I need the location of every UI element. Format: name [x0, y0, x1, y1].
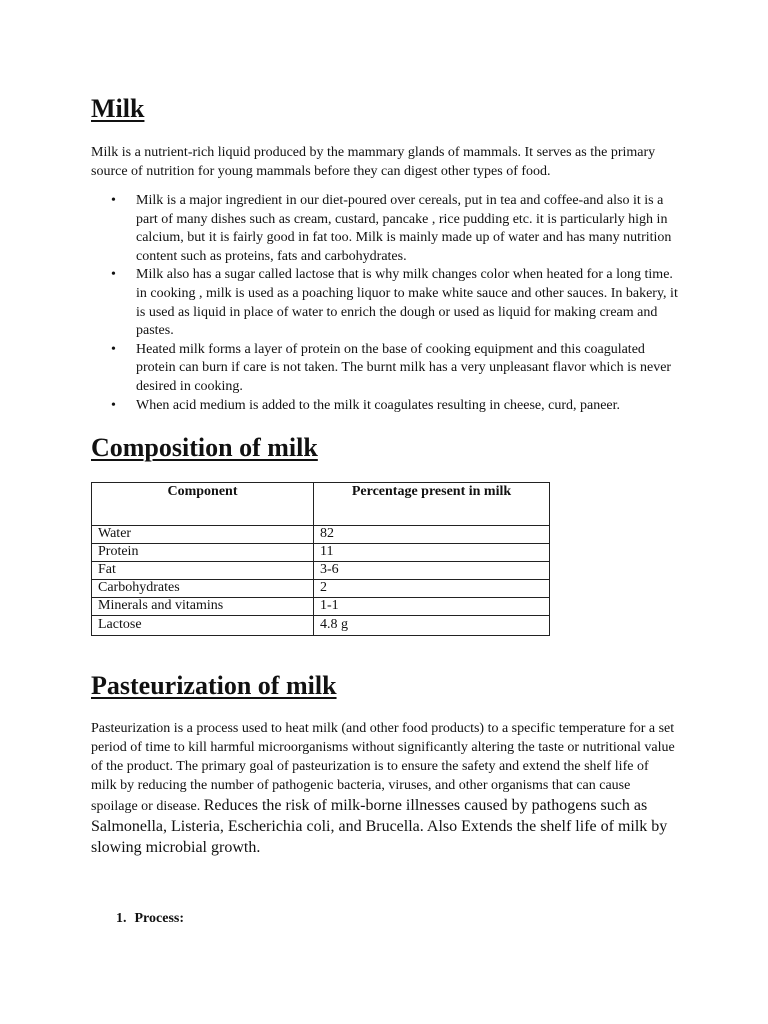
milk-heading: Milk [91, 94, 145, 123]
table-cell: 1-1 [314, 598, 550, 616]
step-label: Process: [134, 911, 184, 926]
list-item [91, 397, 681, 416]
composition-table [91, 482, 550, 636]
composition-heading: Composition of milk [91, 433, 318, 462]
table-cell: 11 [314, 544, 550, 562]
bullet-text: When acid medium is added to the milk it coagulates resulting in cheese, curd, paneer. [136, 397, 621, 413]
pasteurization-text-large: Reduces the risk of milk-borne illnesses caused by pathogens such as Salmonella, Listeria, Escherichia coli, and Brucella. Also Extends the shelf life of milk by slowing microbial growth. [91, 797, 668, 856]
table-cell: Lactose [92, 616, 314, 636]
bullet-icon: • [111, 397, 116, 413]
table-row [92, 598, 550, 616]
table-cell: Fat [92, 562, 314, 580]
table-row [92, 562, 550, 580]
list-item [91, 192, 681, 266]
list-item [91, 266, 681, 340]
bullet-text: Heated milk forms a layer of protein on the base of cooking equipment and this coagulated protein can burn if care is not taken. The burnt milk has a very unpleasant flavor which is never desired in cooking. [136, 341, 672, 394]
column-header-percentage: Percentage present in milk [314, 483, 550, 526]
pasteurization-paragraph [91, 719, 676, 858]
milk-intro-paragraph: Milk is a nutrient-rich liquid produced by the mammary glands of mammals. It serves as the primary source of nutrition for young mammals before they can digest other types of food. [91, 145, 656, 179]
table-cell: 82 [314, 526, 550, 544]
table-row [92, 616, 550, 636]
bullet-icon: • [111, 267, 116, 283]
table-cell: Carbohydrates [92, 580, 314, 598]
table-row [92, 580, 550, 598]
table-row [92, 526, 550, 544]
table-header-row [92, 483, 550, 526]
pasteurization-steps-list [116, 911, 184, 927]
column-header-component: Component [92, 483, 314, 526]
table-cell: Minerals and vitamins [92, 598, 314, 616]
milk-bullet-list [91, 192, 681, 415]
step-number: 1. [116, 911, 127, 926]
table-cell: Protein [92, 544, 314, 562]
pasteurization-text-small: Pasteurization is a process used to heat milk (and other food products) to a specific temperature for a set period of time to kill harmful microorganisms without significantly altering the taste or nutritional value of the product. The primary goal of pasteurization is to ensure the safety and extend the shelf life of milk by reducing the number of pathogenic bacteria, viruses, and other organisms that can cause spoilage or disease. [91, 721, 675, 814]
table-cell: 4.8 g [314, 616, 550, 636]
table-cell: 2 [314, 580, 550, 598]
pasteurization-heading: Pasteurization of milk [91, 671, 337, 700]
table-row [92, 544, 550, 562]
table-cell: Water [92, 526, 314, 544]
list-item [116, 911, 184, 927]
table-cell: 3-6 [314, 562, 550, 580]
list-item [91, 341, 681, 397]
bullet-text: Milk also has a sugar called lactose that is why milk changes color when heated for a long time. in cooking , milk is used as a poaching liquor to make white sauce and other sauces. In bakery, it is used as liquid in place of water to enrich the dough or used as liquid for making cream and pastes. [136, 267, 678, 339]
bullet-icon: • [111, 193, 116, 208]
bullet-text: Milk is a major ingredient in our diet-poured over cereals, put in tea and coffee-and also it is a part of many dishes such as cream, custard, pancake , rice pudding etc. it is particularly high in calcium, but it is fairly good in fat too. Milk is mainly made up of water and has many nutrition content such as proteins, fats and carbohydrates. [136, 193, 672, 264]
bullet-icon: • [111, 341, 116, 357]
